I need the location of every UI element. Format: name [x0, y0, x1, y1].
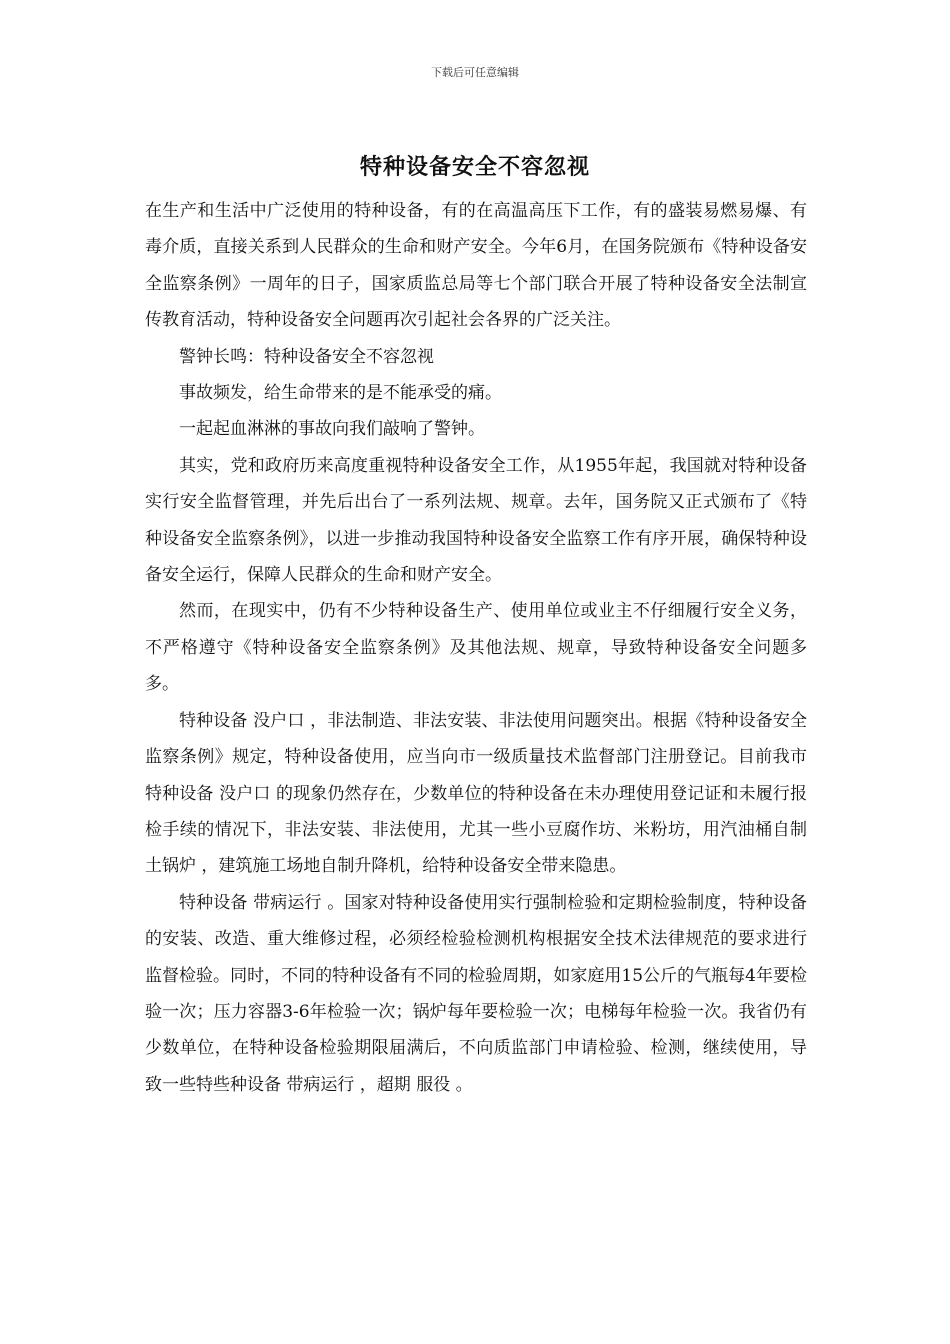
- paragraph: 其实，党和政府历来高度重视特种设备安全工作，从1955年起，我国就对特种设备实行安全监督管理，并先后出台了一系列法规、规章。去年，国务院又正式颁布了《特种设备安全监察条例》，以进一步推动我国特种设备安全监察工作有序开展，确保特种设备安全运行，保障人民群众的生命和财产安全。: [145, 455, 807, 586]
- paragraph: 特种设备 带病运行 。国家对特种设备使用实行强制检验和定期检验制度，特种设备的安装、改造、重大维修过程，必须经检验检测机构根据安全技术法律规范的要求进行监督检验。同时，不同的特种设备有不同的检验周期，如家庭用15公斤的气瓶每4年要检验一次；压力容器3-6年检验一次；锅炉每年要检验一次；电梯每年检验一次。我省仍有少数单位，在特种设备检验期限届满后，不向质监部门申请检验、检测，继续使用，导致一些特些种设备 带病运行 ，超期 服役 。: [145, 892, 807, 1095]
- paragraph: 然而，在现实中，仍有不少特种设备生产、使用单位或业主不仔细履行安全义务，不严格遵守《特种设备安全监察条例》及其他法规、规章，导致特种设备安全问题多多。: [145, 601, 807, 695]
- document-body: [145, 193, 807, 1103]
- header-note: 下载后可任意编辑: [431, 66, 519, 79]
- paragraph: 特种设备 没户口 ，非法制造、非法安装、非法使用问题突出。根据《特种设备安全监察条例》规定，特种设备使用，应当向市一级质量技术监督部门注册登记。目前我市特种设备 没户口 的现象仍然存在，少数单位的特种设备在未办理使用登记证和未履行报检手续的情况下，非法安装、非法使用，尤其一些小豆腐作坊、米粉坊，用汽油桶自制 土锅炉 ，建筑施工场地自制升降机，给特种设备安全带来隐患。: [145, 710, 807, 877]
- paragraph: 一起起血淋淋的事故向我们敲响了警钟。: [179, 419, 485, 440]
- document-title: 特种设备安全不容忽视: [359, 154, 590, 180]
- paragraph-section-heading: 警钟长鸣：特种设备安全不容忽视: [179, 346, 434, 367]
- paragraph-intro: 在生产和生活中广泛使用的特种设备，有的在高温高压下工作，有的盛装易燃易爆、有毒介质，直接关系到人民群众的生命和财产安全。今年6月，在国务院颁布《特种设备安全监察条例》一周年的日子，国家质监总局等七个部门联合开展了特种设备安全法制宣传教育活动，特种设备安全问题再次引起社会各界的广泛关注。: [145, 201, 807, 331]
- paragraph: 事故频发，给生命带来的是不能承受的痛。: [179, 383, 502, 404]
